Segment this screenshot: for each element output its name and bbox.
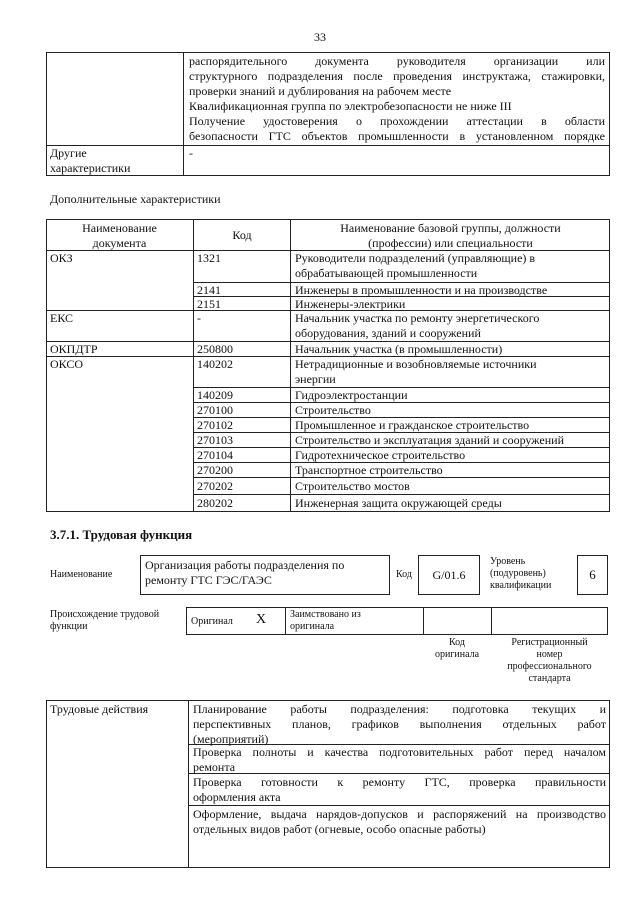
row-name: Гидротехническое строительство [295,448,466,462]
other-characteristics-label: Другие характеристики [50,146,131,175]
qualification-level-box: 6 [577,555,608,595]
row-code: 1321 [197,251,221,265]
row-code: 2141 [197,283,221,297]
labor-action-item: Планирование работы подразделения: подготовка текущих и перспективных планов, графиков выполнения отдельных работ (мероприятий) [193,702,606,746]
row-doc: ОКСО [50,357,84,371]
labor-actions-label: Трудовые действия [50,702,149,716]
row-code: - [197,311,201,325]
row-name: Инженеры-электрики [295,297,406,311]
page-number: 33 [314,30,326,44]
row-name: Руководители подразделений (управляющие) в обрабатывающей промышленности [295,251,536,280]
row-name: Инженерная защита окружающей среды [295,496,502,510]
row-code: 250800 [197,342,233,356]
row-code: 140202 [197,357,233,371]
row-code: 2151 [197,297,221,311]
row-name: Начальник участка по ремонту энергетического оборудования, зданий и сооружений [295,311,540,340]
function-code-box: G/01.6 [418,555,480,595]
section-title: 3.7.1. Трудовая функция [50,527,193,542]
row-code: 270103 [197,433,233,447]
row-code: 270200 [197,463,233,477]
row-name: Строительство [295,403,371,417]
row-name: Транспортное строительство [295,463,443,477]
function-code-label: Код [396,569,412,580]
row-name: Строительство и эксплуатация зданий и сооружений [295,433,564,447]
top-table-row1-text: распорядительного документа руководителя организации или структурного подразделения после проведения инструктажа, стажировки, проверки знаний и дублирования на рабочем месте Квалификационная группа по электробезопасности не ниже III Получение удостоверения о прохождении аттестации в области безопасности ГТС объектов промышленности в установленном порядке [189,54,605,143]
header-name: Наименование базовой группы, должности (профессии) или специальности [340,221,561,250]
header-code: Код [232,228,252,242]
original-label: Оригинал [191,616,233,627]
registration-number-caption: Регистрационный номер профессионального стандарта [507,637,592,684]
row-code: 270104 [197,448,233,462]
row-name: Начальник участка (в промышленности) [295,342,503,356]
labor-action-item: Проверка полноты и качества подготовительных работ перед началом ремонта [193,745,606,774]
row-name: Строительство мостов [295,479,410,493]
row-code: 140209 [197,388,233,402]
labor-action-item: Проверка готовности к ремонту ГТС, проверка правильности оформления акта [193,775,606,804]
original-mark: X [256,612,267,627]
row-code: 270100 [197,403,233,417]
function-name-label: Наименование [50,569,113,580]
row-code: 270102 [197,418,233,432]
row-doc: ОКПДТР [50,342,98,356]
row-code: 270202 [197,479,233,493]
additional-characteristics-title: Дополнительные характеристики [50,192,221,206]
row-doc: ОКЗ [50,251,73,265]
qualification-level-label: Уровень (подуровень) квалификации [490,556,552,591]
origin-label: Происхождение трудовой функции [50,609,160,632]
row-name: Гидроэлектростанции [295,388,408,402]
original-code-caption: Код оригинала [434,637,480,660]
row-name: Промышленное и гражданское строительство [295,418,530,432]
borrowed-label: Заимствовано из оригинала [290,609,361,632]
row-name: Инженеры в промышленности и на производстве [295,283,548,297]
origin-table [186,607,608,635]
row-name: Нетрадиционные и возобновляемые источники энергии [295,357,537,386]
labor-action-item: Оформление, выдача нарядов-допусков и распоряжений на производство отдельных видов работ (огневые, особо опасные работы) [193,807,606,836]
row-doc: ЕКС [50,311,74,325]
header-document: Наименование документа [82,221,157,250]
function-name-box: Организация работы подразделения по ремонту ГТС ГЭС/ГАЭС [140,555,390,595]
row-code: 280202 [197,496,233,510]
other-characteristics-value: - [189,146,193,160]
